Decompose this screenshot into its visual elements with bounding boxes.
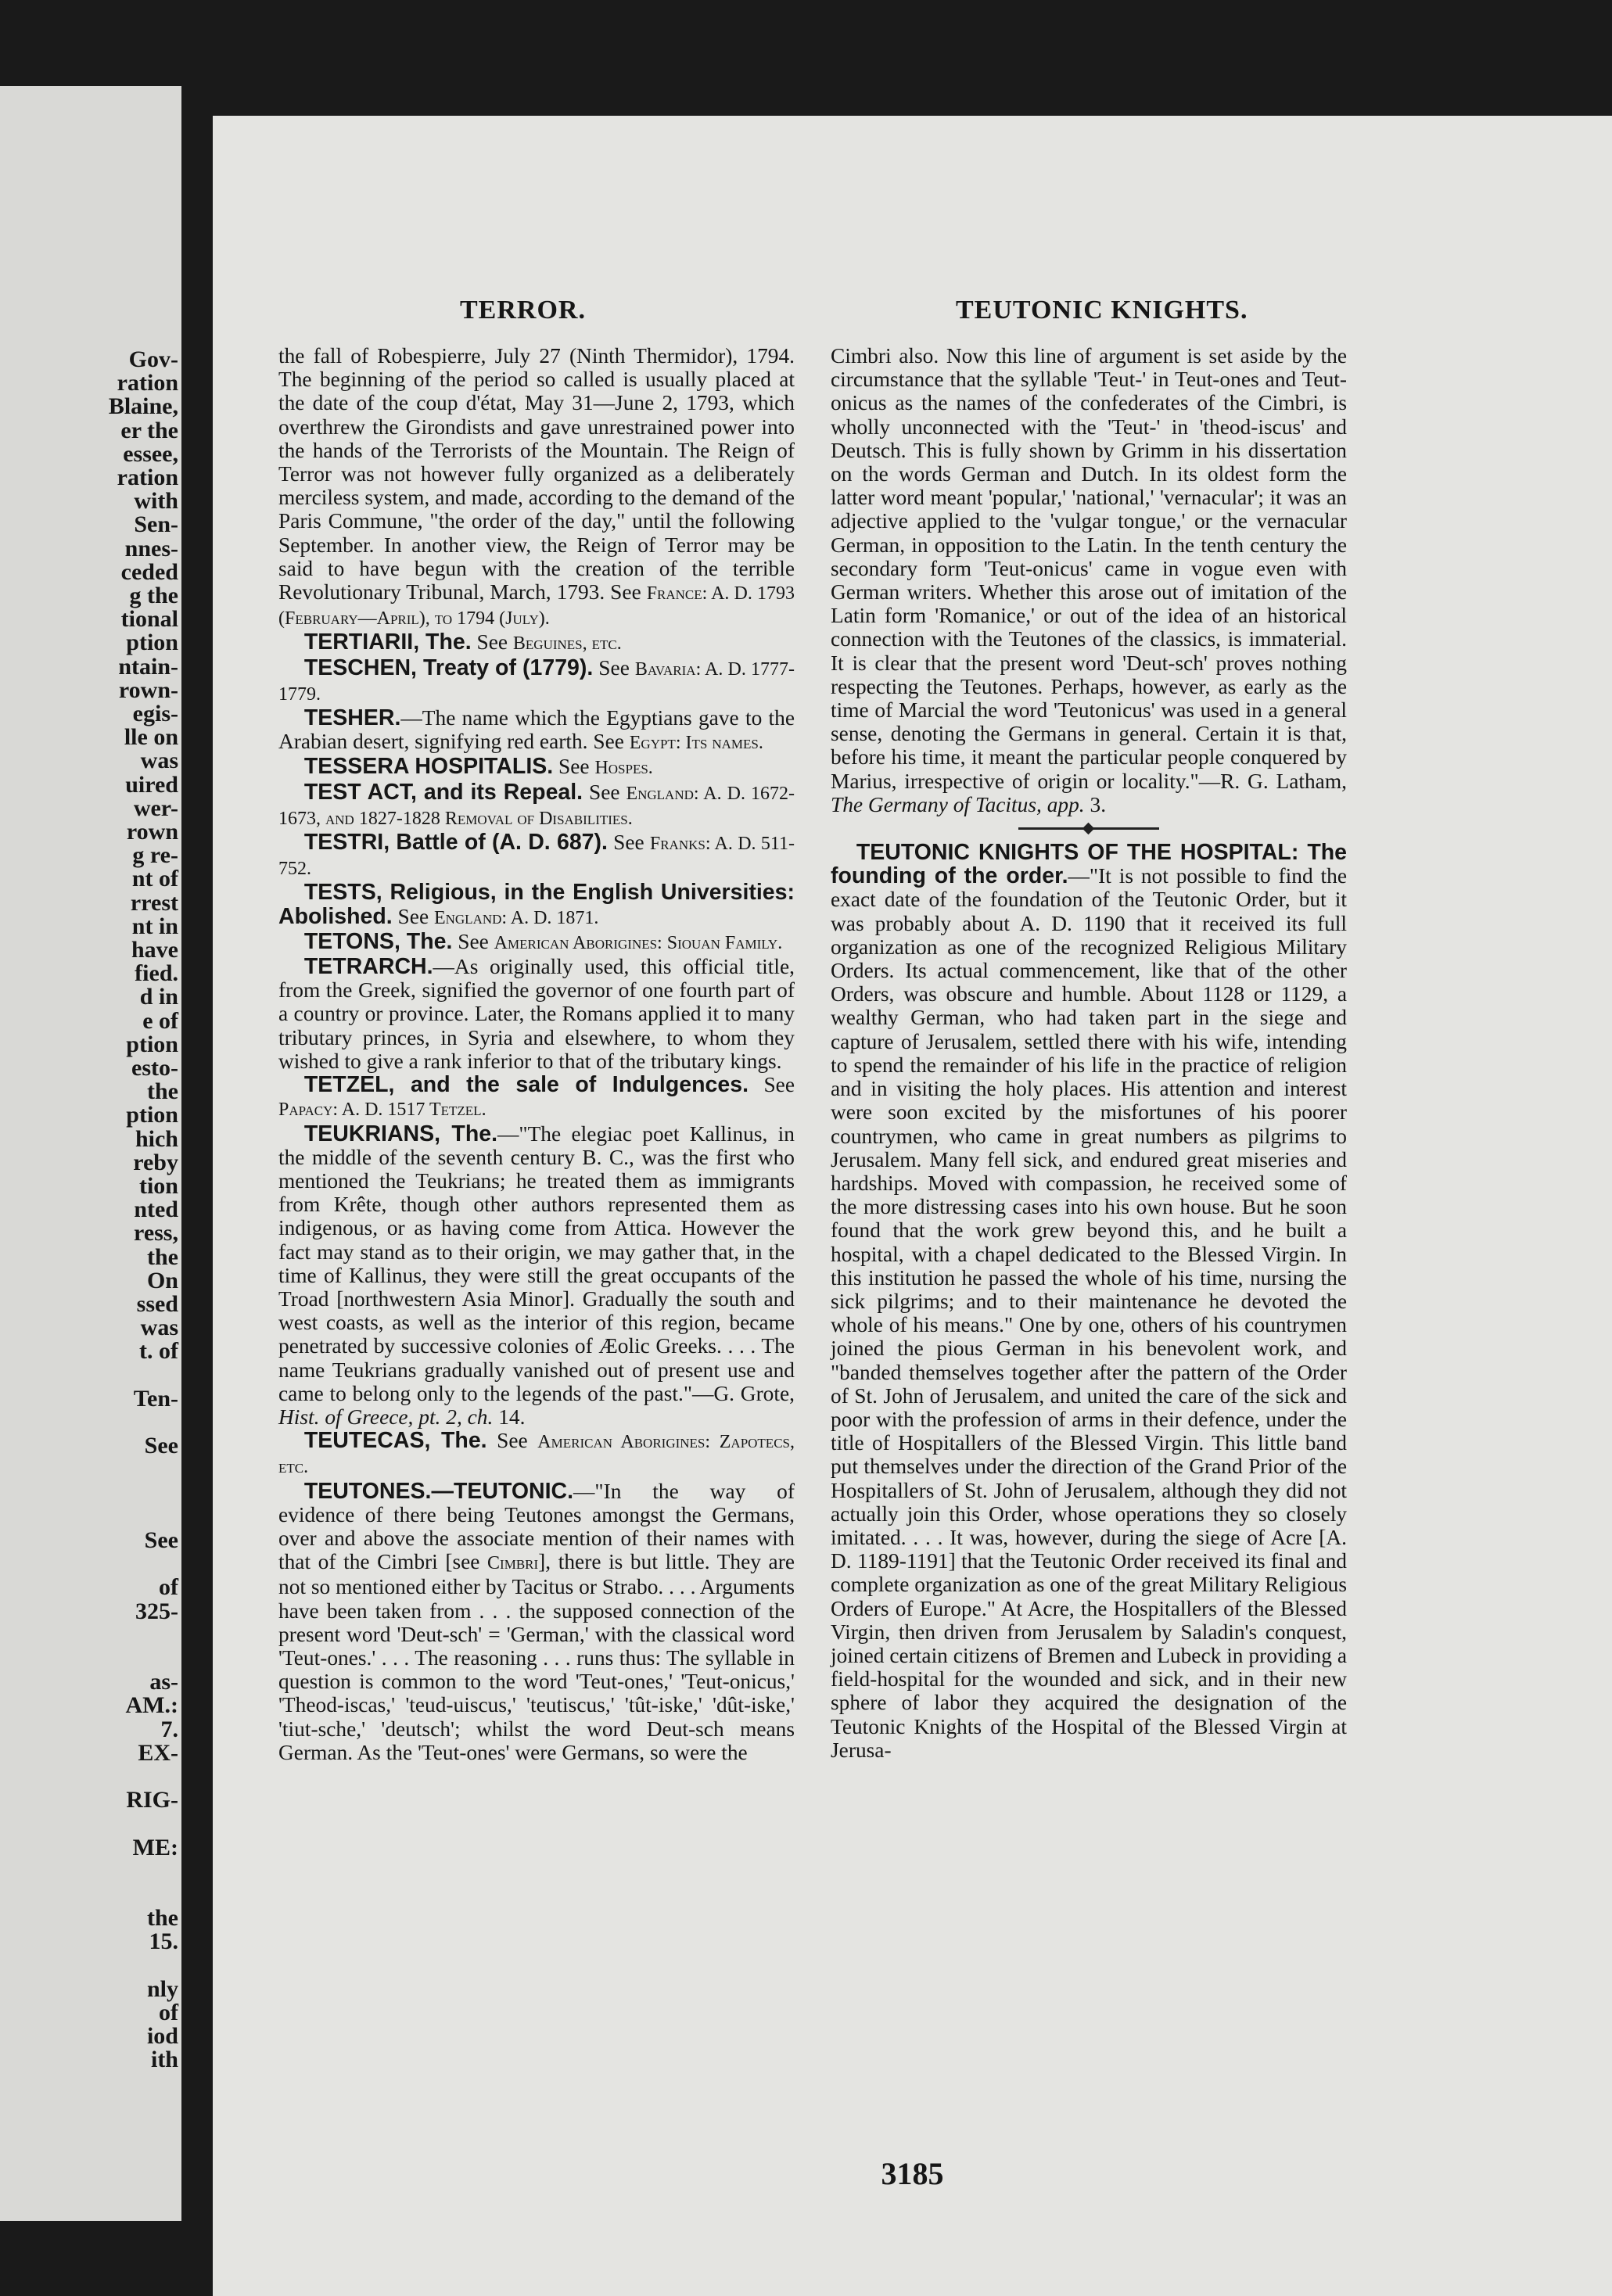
margin-fragment: AM.: bbox=[125, 1692, 178, 1719]
entry-tetrarch: TETRARCH.—As originally used, this official title, from the Greek, signified the governor of one fourth part of a country or province. Later, the Romans applied it to many tributary princes, in Syria and elsewhere, to whom they wished to give a rank inferior to that of the tributary kings. bbox=[278, 954, 795, 1073]
margin-fragment: reby bbox=[133, 1149, 178, 1175]
entry-tests: TESTS, Religious, in the English Universities: Abolished. See England: A. D. 1871. bbox=[278, 880, 795, 929]
margin-fragment: the bbox=[147, 1905, 178, 1932]
margin-fragment: uired bbox=[125, 771, 178, 798]
margin-fragment: have bbox=[131, 937, 178, 963]
margin-fragment: ME: bbox=[132, 1834, 178, 1860]
entry-tetzel: TETZEL, and the sale of Indulgences. See Papacy: A. D. 1517 Tetzel. bbox=[278, 1072, 795, 1121]
entry-teschen: TESCHEN, Treaty of (1779). See Bavaria: A. D. 1777-1779. bbox=[278, 655, 795, 705]
margin-fragment: esto- bbox=[131, 1055, 178, 1081]
margin-fragment: the bbox=[147, 1078, 178, 1105]
margin-fragment: Ten- bbox=[133, 1385, 178, 1412]
section-divider bbox=[1018, 827, 1159, 830]
margin-fragment: ssed bbox=[136, 1291, 178, 1317]
margin-fragment: hich bbox=[135, 1125, 178, 1152]
margin-fragment: 7. bbox=[160, 1716, 178, 1742]
entry-testri: TESTRI, Battle of (A. D. 687). See Franks: A. D. 511-752. bbox=[278, 830, 795, 880]
margin-fragment: Gov- bbox=[128, 346, 178, 372]
margin-fragment: ption bbox=[126, 630, 178, 656]
margin-fragment: nt of bbox=[131, 866, 178, 892]
document-page bbox=[213, 116, 1612, 2296]
margin-fragment: 15. bbox=[149, 1928, 178, 1955]
margin-fragment: ption bbox=[126, 1102, 178, 1128]
entry-tessera: TESSERA HOSPITALIS. See Hospes. bbox=[303, 754, 653, 780]
margin-fragment: nt in bbox=[131, 913, 178, 939]
margin-fragment: nnes- bbox=[124, 535, 178, 561]
margin-fragment: See bbox=[144, 1433, 178, 1459]
margin-fragment: On bbox=[146, 1267, 178, 1293]
margin-fragment: rrest bbox=[130, 889, 178, 916]
margin-fragment: g the bbox=[129, 583, 178, 608]
margin-fragment: e of bbox=[142, 1007, 178, 1034]
running-head-left: TERROR. bbox=[460, 296, 586, 325]
margin-fragment: er the bbox=[120, 417, 178, 443]
margin-fragment: ption bbox=[126, 1031, 178, 1057]
margin-fragment: nly bbox=[146, 1975, 178, 2002]
page-number: 3185 bbox=[881, 2156, 944, 2191]
entry-tertiarii: TERTIARII, The. See Beguines, etc. bbox=[303, 630, 622, 655]
margin-fragment: with bbox=[134, 488, 178, 515]
margin-fragment: ntain- bbox=[118, 653, 178, 680]
margin-fragment: tion bbox=[138, 1173, 178, 1199]
entry-test-act: TEST ACT, and its Repeal. See England: A. D. 1672-1673, and 1827-1828 Removal of Disabilities. bbox=[278, 779, 795, 829]
margin-fragment: g re- bbox=[132, 842, 178, 869]
margin-fragment: t. of bbox=[139, 1338, 178, 1365]
margin-fragment: Blaine, bbox=[108, 393, 178, 420]
margin-fragment: essee, bbox=[123, 440, 178, 467]
margin-fragment: d in bbox=[139, 984, 178, 1010]
margin-fragment: nted bbox=[134, 1196, 178, 1223]
entry-teutones: TEUTONES.—TEUTONIC.—"In the way of evidence of there being Teutones amongst the Germans, over and above the associate mention of their names with that of the Cimbri [see Cimbri], there is but little. They are not so mentioned either by Tacitus or Strabo. . . . Arguments have been taken from . . . the supposed connection of the present word 'Deut-sch' = 'German,' with the classical word 'Teut-ones.' . . . The reasoning . . . runs thus: The syllable in question is common to the word 'Teut-ones,' 'Teut-onicus,' 'Theod-iscas,' 'teud-uiscus,' 'teutiscus,' 'tût-iske,' 'dût-iske,' 'tiut-sche,' 'deutsch'; whilst the word Deut-sch means German. As the 'Teut-ones' were Germans, so were the bbox=[278, 1478, 795, 1764]
entry-teukrians: TEUKRIANS, The.—"The elegiac poet Kallinus, in the middle of the seventh century B. C., was the first who mentioned the Teukrians; he treated them as immigrants from Krête, though other authors represented them as indigenous, or as having come from Attica. However the fact may stand as to their origin, we may gather that, in the time of Kallinus, they were still the great occupants of the Troad [northwestern Asia Minor]. Gradually the south and west coasts, as well as the interior of this region, became penetrated by successive colonies of Æolic Greeks. . . . The name Teukrians gradually vanished out of present use and came to belong only to the legends of the past."—G. Grote, Hist. of Greece, pt. 2, ch. 14. bbox=[278, 1121, 795, 1429]
entry-teutones-continued: Cimbri also. Now this line of argument is set aside by the circumstance that the syllable 'Teut-' in Teut-ones and Teut-onicus as the names of the confederates of the Cimbri, is wholly unconnected with the 'Teut-' in 'theod-iscus' and Deutsch. This is fully shown by Grimm in his dissertation on the words German and Dutch. In its oldest form the latter word meant 'popular,' 'national,' 'vernacular'; it was an adjective applied to the 'vulgar tongue,' or the vernacular German, in opposition to the Latin. In the tenth century the secondary form 'Teut-onicus' came in vogue even with German writers. Whether this arose out of imitation of the Latin form 'Romanice,' or out of the idea of an historical connection with the Teutones of the classics, is immaterial. It is clear that the present word 'Deut-sch' proves nothing respecting the Teutones. Perhaps, however, as early as the time of Marcial the word 'Teutonicus' was used in a general sense, denoting the Germans in general. Certain it is that, before his time, it meant the particular people conquered by Marius, irrespective of origin or locality."—R. G. Latham, The Germany of Tacitus, app. 3. bbox=[831, 344, 1347, 816]
column-right bbox=[831, 344, 1347, 1762]
margin-fragment: ceded bbox=[120, 558, 178, 585]
margin-fragment: ress, bbox=[134, 1220, 178, 1247]
margin-fragment: Sen- bbox=[134, 511, 178, 538]
running-head-right: TEUTONIC KNIGHTS. bbox=[956, 296, 1248, 325]
margin-fragment: ration bbox=[117, 465, 178, 490]
margin-fragment: fied. bbox=[135, 960, 178, 987]
margin-fragment: RIG- bbox=[126, 1787, 178, 1813]
entry-teutecas: TEUTECAS, The. See American Aborigines: Zapotecs, etc. bbox=[278, 1428, 795, 1478]
margin-fragment: of bbox=[159, 1574, 178, 1601]
entry-tetons: TETONS, The. See American Aborigines: Siouan Family. bbox=[303, 928, 783, 954]
margin-fragment: the bbox=[147, 1243, 178, 1270]
margin-fragment: rown- bbox=[118, 676, 178, 703]
entry-terror-continued: the fall of Robespierre, July 27 (Ninth Thermidor), 1794. The beginning of the period so called is usually placed at the date of the coup d'état, May 31—June 2, 1793, which overthrew the Girondists and gave unrestrained power into the hands of the Terrorists of the Mountain. The Reign of Terror was not however fully organized as a deliberately merciless system, and made, according to the demand of the Paris Commune, "the order of the day," until the following September. In another view, the Reign of Terror may be said to have begun with the creation of the terrible Revolutionary Tribunal, March, 1793. See France: A. D. 1793 (February—April), to 1794 (July). bbox=[278, 344, 795, 630]
entry-teutonic-knights: TEUTONIC KNIGHTS OF THE HOSPITAL: The founding of the order.—"It is not possible to find the exact date of the foundation of the Teutonic Order, but it was probably about A. D. 1190 that it received its full organization as one of the recognized Religious Military Orders. Its actual commencement, like that of the other Orders, was obscure and humble. About 1128 or 1129, a wealthy German, who had taken part in the siege and capture of Jerusalem, settled there with his wife, intending to spend the remainder of his life in the practice of religion and in visiting the holy places. His attention and interest were soon excited by the misfortunes of his poorer countrymen, who came in great numbers as pilgrims to Jerusalem. Many fell sick, and endured great miseries and hardships. Moved with compassion, he received some of the more distressing cases into his own house. But he soon found that the work grew beyond this, and he built a hospital, with a chapel dedicated to the Blessed Virgin. In this institution he passed the whole of his time, nursing the sick pilgrims; and to their maintenance he devoted the whole of his means." One by one, others of his countrymen joined the pious German in his benevolent work, and "banded themselves together after the pattern of the Order of St. John of Jerusalem, and united the care of the sick and poor with the profession of arms in their defence, under the title of Hospitallers of the Blessed Virgin. This little band put themselves under the direction of the Grand Prior of the Hospitallers of St. John of Jerusalem, although they did not actually join this Order, whose operations they so closely imitated. . . . It was, however, during the siege of Acre [A. D. 1189-1191] that the Teutonic Order received its final and complete organization as one of the great Military Religious Orders of Europe." At Acre, the Hospitallers of the Blessed Virgin, then driven from Jerusalem by Saladin's conquest, joined certain citizens of Bremen and Lubeck in providing a field-hospital for the wounded and sick, and in their new sphere of labor they acquired the designation of the Teutonic Knights of the Hospital of the Blessed Virgin at Jerusa- bbox=[831, 840, 1347, 1762]
column-left bbox=[278, 344, 795, 1764]
margin-fragment: rown bbox=[126, 819, 178, 845]
margin-fragment: was bbox=[140, 1315, 178, 1341]
facing-page-fragment bbox=[0, 86, 181, 2221]
margin-fragment: tional bbox=[120, 606, 178, 633]
margin-fragment: EX- bbox=[138, 1739, 178, 1766]
entry-tesher: TESHER.—The name which the Egyptians gave to the Arabian desert, signifying red earth. See Egypt: Its names. bbox=[278, 705, 795, 754]
margin-fragment: See bbox=[144, 1527, 178, 1553]
margin-fragment: iod bbox=[146, 2023, 178, 2050]
margin-fragment: as- bbox=[149, 1669, 178, 1695]
margin-fragment: egis- bbox=[132, 701, 178, 726]
margin-fragment: lle on bbox=[124, 724, 178, 751]
margin-fragment: wer- bbox=[133, 795, 178, 821]
margin-fragment: ration bbox=[117, 370, 178, 396]
margin-fragment: ith bbox=[150, 2047, 178, 2073]
margin-fragment: of bbox=[159, 2000, 178, 2025]
margin-fragment: was bbox=[140, 748, 178, 774]
margin-fragment: 325- bbox=[135, 1598, 178, 1624]
